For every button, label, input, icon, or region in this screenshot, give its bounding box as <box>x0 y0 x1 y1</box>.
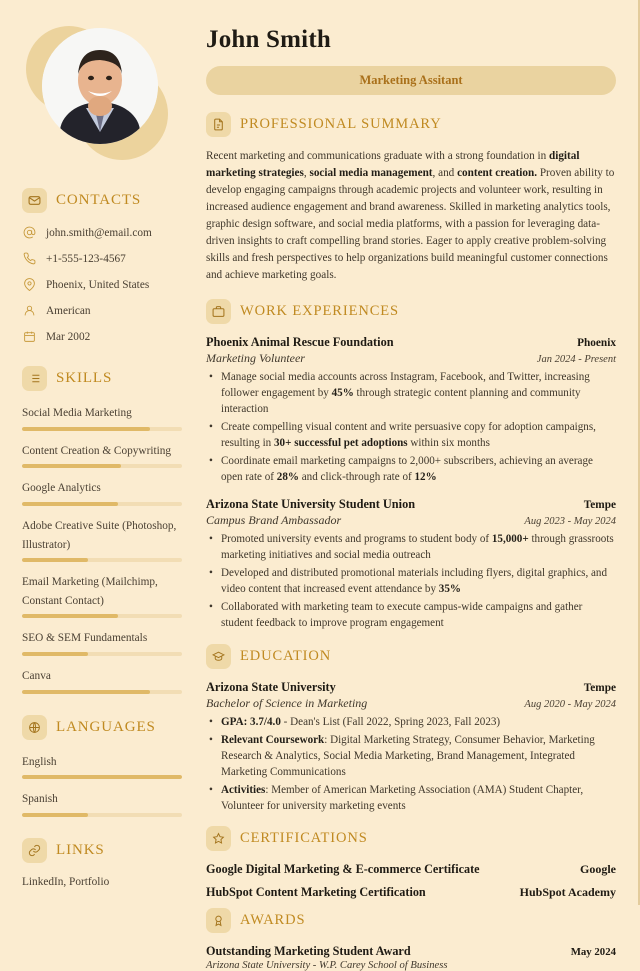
contact-value: Phoenix, United States <box>46 278 150 291</box>
entry-date: Aug 2023 - May 2024 <box>524 516 616 528</box>
experience-entry <box>206 497 616 632</box>
links-value[interactable]: LinkedIn, Portfolio <box>22 875 110 888</box>
work-entries <box>206 335 616 632</box>
entry-title: Bachelor of Science in Marketing <box>206 695 368 710</box>
bullet-item: • Manage social media accounts across Instagram, Facebook, and Twitter, increasing follower engagement by 45% through strategic content planning and community interaction <box>219 370 616 417</box>
skill-item <box>22 629 182 656</box>
at-sign-icon <box>22 226 37 239</box>
list-icon <box>22 366 47 391</box>
certifications-list <box>206 862 616 900</box>
awards-list <box>206 944 616 971</box>
skill-item <box>22 479 182 506</box>
language-item-label: English <box>22 755 57 768</box>
entry-location: Tempe <box>583 499 616 512</box>
contact-item-location <box>22 278 182 291</box>
person-icon <box>22 304 37 317</box>
bullet-item: • Relevant Coursework: Digital Marketing Strategy, Consumer Behavior, Marketing Research & Analytics, Social Media Marketing, Brand Management, Integrated Marketing Communications <box>219 733 616 780</box>
link-icon <box>22 838 47 863</box>
skill-item-label: Adobe Creative Suite (Photoshop, Illustrator) <box>22 519 177 551</box>
sidebar <box>0 0 200 905</box>
certification-issuer: Google <box>580 862 616 877</box>
entry-location: Phoenix <box>577 337 616 350</box>
skills-list <box>22 404 182 694</box>
summary-text: Recent marketing and communications graduate with a strong foundation in digital marketing strategies, social media management, and content creation. Proven ability to develop engaging campaigns through academic projects and volunteer work, resulting in increased audience engagement and brand awareness. Skilled in marketing analytics tools, graphic design software, and social media platforms, with a passion for leveraging data-driven insights to craft compelling brand stories. Eager to apply creative problem-solving skills and fresh perspectives to help organizations build meaningful customer connections and achieve marketing goals. <box>206 150 615 282</box>
education-entries <box>206 680 616 815</box>
entry-bullets <box>206 370 616 485</box>
skill-item <box>22 573 182 618</box>
award-issuer: Arizona State University - W.P. Carey School of Business <box>206 960 448 971</box>
certification-name: HubSpot Content Marketing Certification <box>206 885 426 900</box>
contact-item-email[interactable] <box>22 226 182 239</box>
work-section-header <box>206 299 616 324</box>
globe-icon <box>22 715 47 740</box>
skill-item-label: Content Creation & Copywriting <box>22 444 172 457</box>
entry-title: Campus Brand Ambassador <box>206 513 342 528</box>
language-item-bar <box>22 775 182 779</box>
languages-section-header <box>22 715 182 740</box>
certifications-title: CERTIFICATIONS <box>240 830 368 847</box>
skill-item-bar <box>22 652 182 656</box>
skills-section-header <box>22 366 182 391</box>
skill-item-label: Canva <box>22 670 51 682</box>
contacts-list <box>22 226 182 343</box>
language-item <box>22 753 182 780</box>
summary-section-header <box>206 112 616 137</box>
contacts-title: CONTACTS <box>56 192 142 208</box>
summary-title: PROFESSIONAL SUMMARY <box>240 116 442 132</box>
entry-title: Marketing Volunteer <box>206 351 305 366</box>
profile-photo-container <box>24 22 176 162</box>
skill-item-bar <box>22 614 182 618</box>
entry-organization: Arizona State University <box>206 679 336 694</box>
skill-item-bar <box>22 502 182 506</box>
skill-item-label: SEO & SEM Fundamentals <box>22 632 148 645</box>
contact-item-birthdate <box>22 330 182 343</box>
phone-icon <box>22 252 37 265</box>
contacts-section-header <box>22 188 182 213</box>
main-content <box>200 0 638 971</box>
certification-name: Google Digital Marketing & E-commerce Certificate <box>206 862 480 877</box>
awards-section-header <box>206 908 616 933</box>
skill-item-label: Google Analytics <box>22 482 101 495</box>
contact-item-phone[interactable] <box>22 252 182 265</box>
award-row <box>206 944 616 971</box>
document-icon <box>206 112 231 137</box>
awards-title: AWARDS <box>240 912 306 929</box>
skill-item-bar <box>22 464 182 468</box>
entry-date: Jan 2024 - Present <box>536 354 616 366</box>
skills-title: SKILLS <box>56 370 113 386</box>
contact-value: Mar 2002 <box>46 330 91 343</box>
certification-issuer: HubSpot Academy <box>519 885 616 900</box>
experience-entry <box>206 335 616 485</box>
skill-item <box>22 517 182 562</box>
skill-item <box>22 667 182 694</box>
entry-location: Tempe <box>583 681 616 694</box>
skill-item <box>22 442 182 469</box>
contact-value: john.smith@email.com <box>46 226 152 239</box>
envelope-icon <box>22 188 47 213</box>
medal-icon <box>206 908 231 933</box>
certifications-section-header <box>206 826 616 851</box>
links-section-header <box>22 838 182 863</box>
skill-item <box>22 404 182 431</box>
language-item-label: Spanish <box>22 793 58 806</box>
award-name: Outstanding Marketing Student Award <box>206 944 411 959</box>
contact-value: American <box>46 304 91 317</box>
entry-date: Aug 2020 - May 2024 <box>524 698 616 710</box>
certification-row <box>206 862 616 877</box>
bullet-item: • Activities: Member of American Marketing Association (AMA) Student Chapter, Volunteer for university marketing events <box>219 783 616 815</box>
award-date: May 2024 <box>570 946 616 959</box>
page-title: John Smith <box>206 26 331 53</box>
links-title: LINKS <box>56 841 105 858</box>
certification-row <box>206 885 616 900</box>
entry-bullets <box>206 532 616 632</box>
work-title: WORK EXPERIENCES <box>240 303 399 320</box>
bullet-item: • Collaborated with marketing team to execute campus-wide campaigns and gather student feedback to improve program engagement <box>219 600 616 632</box>
skill-item-bar <box>22 558 182 562</box>
education-section-header <box>206 644 616 669</box>
skill-item-bar <box>22 427 182 431</box>
role-badge: Marketing Assitant <box>206 66 616 95</box>
entry-organization: Arizona State University Student Union <box>206 497 416 512</box>
bullet-item: • Developed and distributed promotional materials including flyers, digital graphics, and video content that increased event attendance by 35% <box>219 566 616 598</box>
calendar-icon <box>22 330 37 343</box>
skill-item-label: Email Marketing (Mailchimp, Constant Contact) <box>22 576 158 607</box>
skill-item-bar <box>22 690 182 694</box>
languages-list <box>22 753 182 817</box>
contact-item-nationality <box>22 304 182 317</box>
star-icon <box>206 826 231 851</box>
languages-title: LANGUAGES <box>56 718 156 735</box>
language-item-bar <box>22 813 182 817</box>
entry-bullets <box>206 715 616 815</box>
avatar <box>42 28 158 144</box>
skill-item-label: Social Media Marketing <box>22 407 132 419</box>
education-title: EDUCATION <box>240 647 332 664</box>
briefcase-icon <box>206 299 231 324</box>
experience-entry <box>206 680 616 815</box>
contact-value: +1-555-123-4567 <box>46 252 126 265</box>
graduation-cap-icon <box>206 644 231 669</box>
entry-organization: Phoenix Animal Rescue Foundation <box>206 335 394 350</box>
bullet-item: • GPA: 3.7/4.0 - Dean's List (Fall 2022, Spring 2023, Fall 2023) <box>219 715 616 731</box>
map-pin-icon <box>22 278 37 291</box>
bullet-item: • Coordinate email marketing campaigns to 2,000+ subscribers, achieving an average open rate of 28% and click-through rate of 12% <box>219 454 616 486</box>
bullet-item: • Create compelling visual content and write persuasive copy for adoption campaigns, resulting in 30+ successful pet adoptions within six months <box>219 420 616 452</box>
bullet-item: • Promoted university events and programs to student body of 15,000+ through grassroots marketing initiatives and social media outreach <box>219 532 616 564</box>
language-item <box>22 790 182 817</box>
